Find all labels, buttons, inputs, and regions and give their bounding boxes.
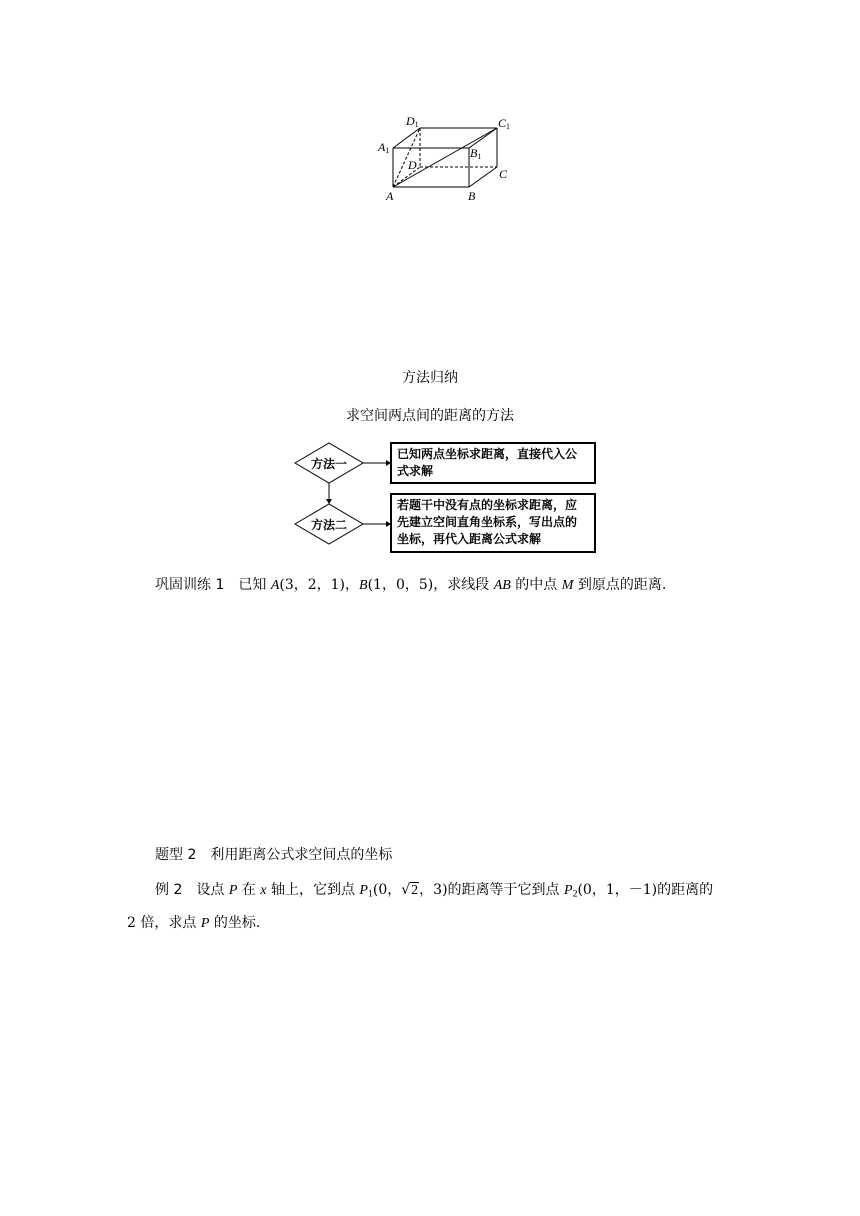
- label-A: A: [386, 189, 394, 203]
- label-C: C: [499, 167, 508, 181]
- summary-subtitle: 求空间两点间的距离的方法: [346, 408, 514, 424]
- label-A1: $A_1$: [378, 140, 390, 155]
- exercise-1: 巩固训练 1 已知 A(3，2，1)，B(1，0，5)，求线段 AB 的中点 M 到原点的距离.: [155, 577, 667, 593]
- example-2-label: 例 2: [155, 882, 183, 898]
- method2-label: 方法二: [310, 518, 347, 532]
- type-2-heading: 题型 2 利用距离公式求空间点的坐标: [155, 847, 393, 863]
- label-B1: $B_1$: [470, 146, 482, 161]
- arrow-down-head: [326, 499, 332, 504]
- exercise-1-label: 巩固训练 1: [155, 577, 225, 593]
- example-2-line2: 2 倍，求点 P 的坐标.: [127, 915, 261, 931]
- cube-figure: [370, 112, 530, 212]
- label-D1: $D_1$: [406, 114, 419, 129]
- edge-A1D1: [393, 128, 420, 148]
- edge-B1C1: [469, 128, 497, 148]
- method-flowchart: [290, 436, 600, 558]
- box2-text: 若题干中没有点的坐标求距离，应 先建立空间直角坐标系，写出点的 坐标，再代入距离公式求解: [397, 498, 578, 546]
- label-D: D: [408, 158, 417, 172]
- summary-title: 方法归纳: [402, 370, 458, 386]
- example-2-line1: 例 2 设点 P 在 x 轴上，它到点 $P_1(0$，√2，3)的距离等于它到点 $P_2(0$，1，－1)的距离的: [155, 882, 714, 900]
- box1-text: 已知两点坐标求距离，直接代入公 式求解: [397, 447, 578, 478]
- sqrt-2: √2: [401, 882, 419, 898]
- label-B: B: [468, 189, 476, 203]
- edge-BC: [469, 167, 497, 187]
- method1-label: 方法一: [310, 457, 347, 471]
- label-C1: $C_1$: [498, 116, 511, 131]
